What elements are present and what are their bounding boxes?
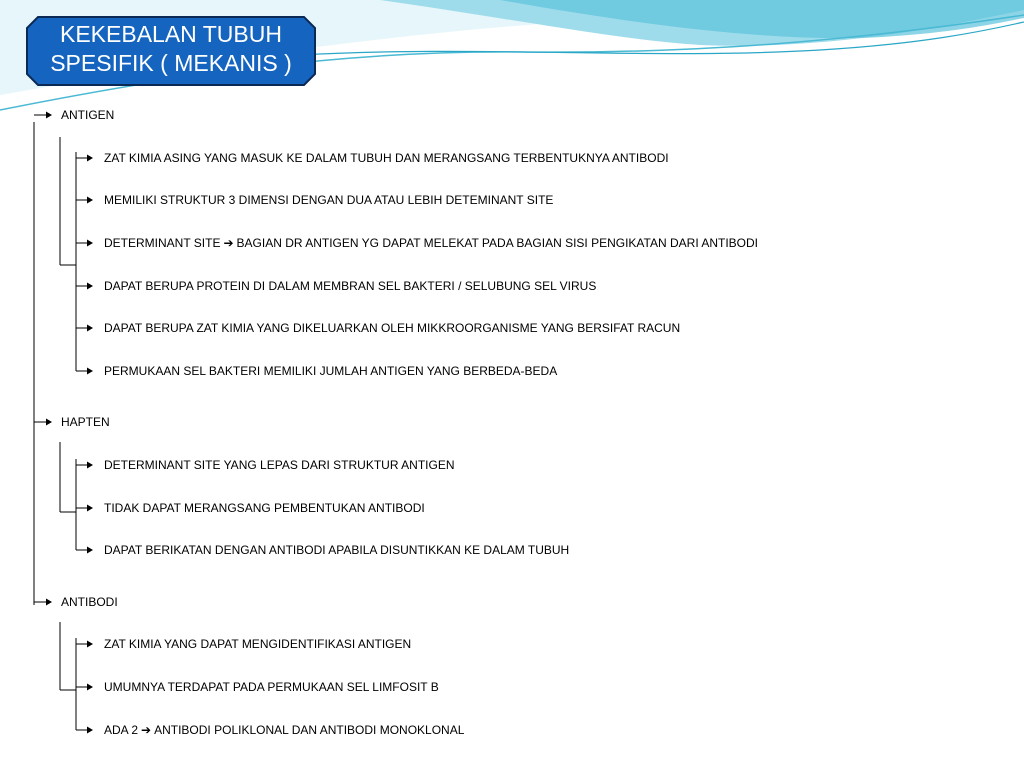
item-arrow-head xyxy=(87,240,93,247)
item-arrow-head xyxy=(87,727,93,734)
item-arrow-head xyxy=(87,641,93,648)
section-arrow-head xyxy=(46,419,52,426)
item-arrow-head xyxy=(87,283,93,290)
item-text-post: ANTIBODI POLIKLONAL DAN ANTIBODI MONOKLONAL xyxy=(154,723,465,737)
item-antibodi-1: ZAT KIMIA YANG DAPAT MENGIDENTIFIKASI ANTIGEN xyxy=(104,637,412,651)
item-hapten-3: DAPAT BERIKATAN DENGAN ANTIBODI APABILA DISUNTIKKAN KE DALAM TUBUH xyxy=(104,543,570,557)
item-text-post: BAGIAN DR ANTIGEN YG DAPAT MELEKAT PADA BAGIAN SISI PENGIKATAN DARI ANTIBODI xyxy=(236,236,758,250)
section-label-hapten: HAPTEN xyxy=(61,415,110,429)
item-antigen-5: DAPAT BERUPA ZAT KIMIA YANG DIKELUARKAN OLEH MIKKROORGANISME YANG BERSIFAT RACUN xyxy=(104,321,681,335)
section-label-antigen: ANTIGEN xyxy=(61,108,115,122)
item-arrow-head xyxy=(87,368,93,375)
title-line-1: KEKEBALAN TUBUH xyxy=(60,21,282,47)
item-arrow-head xyxy=(87,547,93,554)
section-arrow-head xyxy=(46,112,52,119)
item-arrow-head xyxy=(87,155,93,162)
right-arrow-icon: ➔ xyxy=(223,236,234,250)
item-antibodi-2: UMUMNYA TERDAPAT PADA PERMUKAAN SEL LIMFOSIT B xyxy=(104,680,439,694)
item-hapten-2: TIDAK DAPAT MERANGSANG PEMBENTUKAN ANTIBODI xyxy=(104,501,425,515)
item-arrow-head xyxy=(87,505,93,512)
item-arrow-head xyxy=(87,462,93,469)
item-text-pre: DETERMINANT SITE xyxy=(104,236,221,250)
item-antigen-1: ZAT KIMIA ASING YANG MASUK KE DALAM TUBUH DAN MERANGSANG TERBENTUKNYA ANTIBODI xyxy=(104,151,669,165)
item-hapten-1: DETERMINANT SITE YANG LEPAS DARI STRUKTUR ANTIGEN xyxy=(104,458,455,472)
item-text-pre: ADA 2 xyxy=(104,723,139,737)
section-arrow-head xyxy=(46,599,52,606)
item-arrow-head xyxy=(87,684,93,691)
item-antigen-6: PERMUKAAN SEL BAKTERI MEMILIKI JUMLAH ANTIGEN YANG BERBEDA-BEDA xyxy=(104,364,558,378)
title-line-2: SPESIFIK ( MEKANIS ) xyxy=(50,50,292,76)
item-antibodi-3 xyxy=(104,723,464,737)
right-arrow-icon: ➔ xyxy=(141,723,152,737)
item-antigen-4: DAPAT BERUPA PROTEIN DI DALAM MEMBRAN SEL BAKTERI / SELUBUNG SEL VIRUS xyxy=(104,279,597,293)
item-antigen-3 xyxy=(104,236,758,250)
item-arrow-head xyxy=(87,197,93,204)
item-arrow-head xyxy=(87,325,93,332)
item-antigen-2: MEMILIKI STRUKTUR 3 DIMENSI DENGAN DUA ATAU LEBIH DETEMINANT SITE xyxy=(104,193,554,207)
section-label-antibodi: ANTIBODI xyxy=(61,595,118,609)
